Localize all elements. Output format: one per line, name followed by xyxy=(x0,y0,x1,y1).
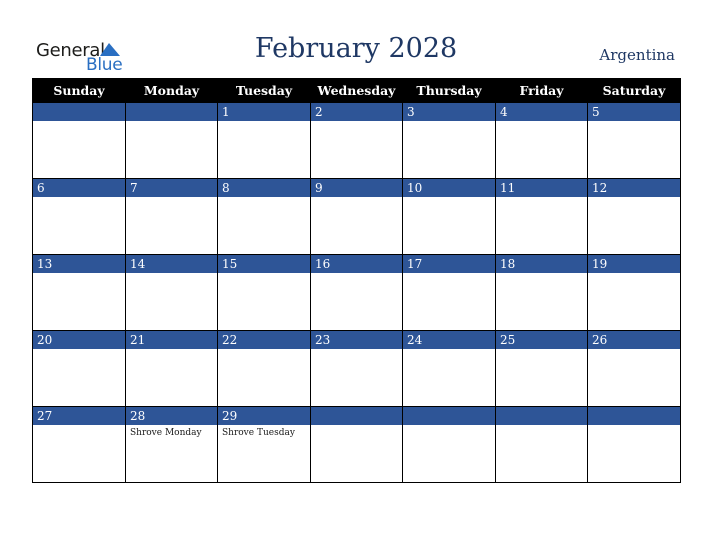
calendar-grid xyxy=(32,78,681,483)
logo-blue-text: Blue xyxy=(86,55,123,75)
weekday-header: Wednesday xyxy=(311,79,403,103)
day-number xyxy=(311,407,402,425)
day-number: 19 xyxy=(588,255,680,273)
logo-general-text: General xyxy=(36,40,105,61)
day-number: 6 xyxy=(33,179,125,197)
day-cell xyxy=(311,103,403,179)
day-number: 4 xyxy=(496,103,587,121)
day-cell xyxy=(218,179,311,255)
day-cell xyxy=(126,331,218,407)
day-number: 20 xyxy=(33,331,125,349)
day-number: 23 xyxy=(311,331,402,349)
week-row xyxy=(33,179,681,255)
day-number xyxy=(588,407,680,425)
day-number: 25 xyxy=(496,331,587,349)
day-cell xyxy=(311,407,403,483)
week-row xyxy=(33,255,681,331)
day-cell xyxy=(403,255,496,331)
day-cell xyxy=(218,331,311,407)
weekday-header: Tuesday xyxy=(218,79,311,103)
day-cell xyxy=(33,103,126,179)
day-number: 12 xyxy=(588,179,680,197)
day-cell xyxy=(588,255,681,331)
day-cell xyxy=(126,407,218,483)
day-number: 16 xyxy=(311,255,402,273)
day-number xyxy=(403,407,495,425)
weekday-header: Friday xyxy=(496,79,588,103)
day-cell xyxy=(311,179,403,255)
day-cell xyxy=(403,103,496,179)
day-number: 10 xyxy=(403,179,495,197)
day-cell xyxy=(126,179,218,255)
day-cell xyxy=(218,255,311,331)
day-cell xyxy=(588,179,681,255)
page-title: February 2028 xyxy=(254,33,458,64)
day-number: 29 xyxy=(218,407,310,425)
weekday-header: Monday xyxy=(126,79,218,103)
day-number: 8 xyxy=(218,179,310,197)
day-cell xyxy=(33,407,126,483)
country-label: Argentina xyxy=(599,46,675,64)
day-number: 22 xyxy=(218,331,310,349)
day-number xyxy=(126,103,217,121)
day-number: 11 xyxy=(496,179,587,197)
day-number: 5 xyxy=(588,103,680,121)
day-number: 27 xyxy=(33,407,125,425)
day-cell xyxy=(403,331,496,407)
day-number: 26 xyxy=(588,331,680,349)
day-number: 14 xyxy=(126,255,217,273)
day-cell xyxy=(126,255,218,331)
day-number: 21 xyxy=(126,331,217,349)
day-cell xyxy=(496,331,588,407)
day-cell xyxy=(126,103,218,179)
holiday-label: Shrove Monday xyxy=(130,428,202,438)
day-cell xyxy=(33,255,126,331)
day-cell xyxy=(496,255,588,331)
day-number xyxy=(33,103,125,121)
weekday-header: Saturday xyxy=(588,79,681,103)
day-number: 18 xyxy=(496,255,587,273)
day-cell xyxy=(588,331,681,407)
day-cell xyxy=(496,179,588,255)
day-number: 7 xyxy=(126,179,217,197)
day-number: 24 xyxy=(403,331,495,349)
day-number: 28 xyxy=(126,407,217,425)
day-cell xyxy=(496,407,588,483)
weekday-header-row xyxy=(33,79,681,103)
day-cell xyxy=(496,103,588,179)
day-number: 9 xyxy=(311,179,402,197)
day-number: 2 xyxy=(311,103,402,121)
weekday-header: Thursday xyxy=(403,79,496,103)
day-cell xyxy=(218,407,311,483)
day-cell xyxy=(311,255,403,331)
holiday-label: Shrove Tuesday xyxy=(222,428,295,438)
day-cell xyxy=(403,407,496,483)
day-cell xyxy=(33,179,126,255)
day-number: 1 xyxy=(218,103,310,121)
day-cell xyxy=(33,331,126,407)
day-cell xyxy=(218,103,311,179)
week-row xyxy=(33,331,681,407)
day-cell xyxy=(588,407,681,483)
week-row xyxy=(33,407,681,483)
day-number: 15 xyxy=(218,255,310,273)
day-number: 13 xyxy=(33,255,125,273)
day-number: 17 xyxy=(403,255,495,273)
day-number xyxy=(496,407,587,425)
day-number: 3 xyxy=(403,103,495,121)
day-cell xyxy=(403,179,496,255)
weekday-header: Sunday xyxy=(33,79,126,103)
week-row xyxy=(33,103,681,179)
day-cell xyxy=(588,103,681,179)
day-cell xyxy=(311,331,403,407)
